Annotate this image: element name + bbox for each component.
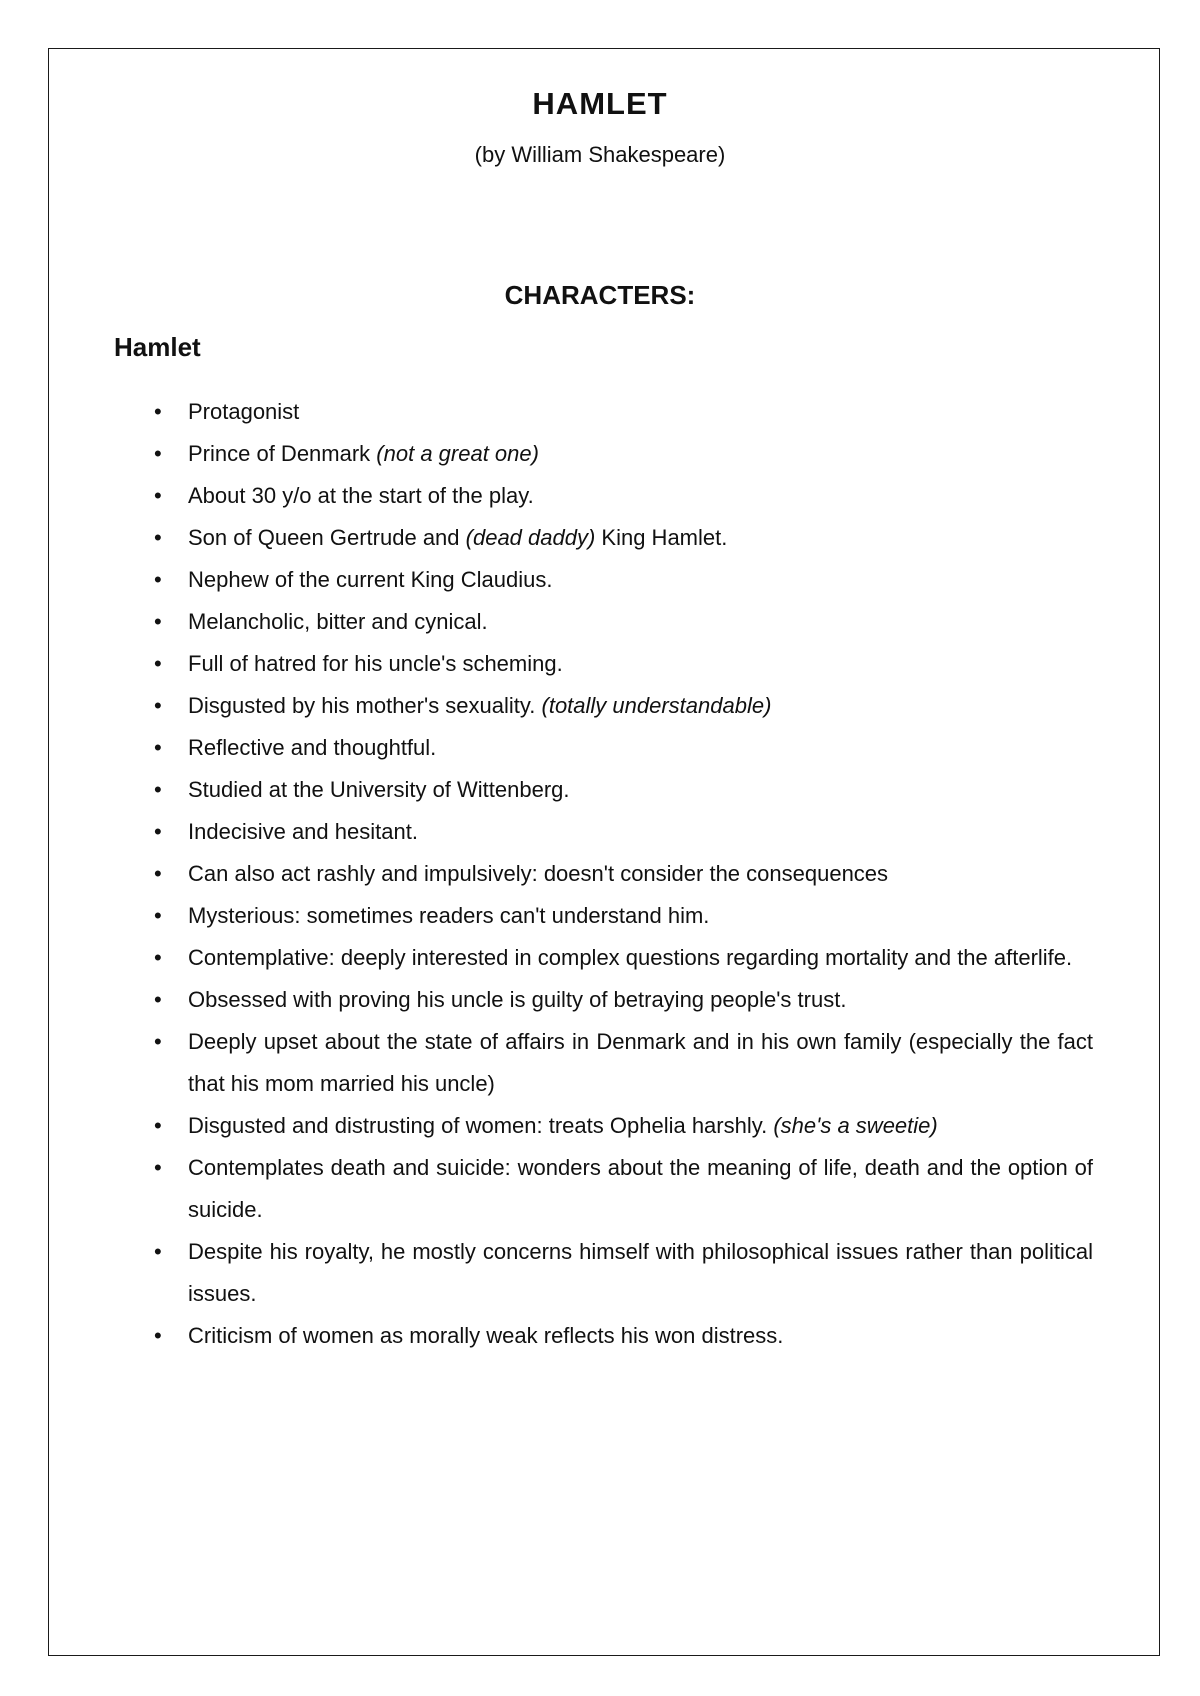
- trait-note: (totally understandable): [541, 693, 772, 718]
- trait-text: Prince of Denmark: [188, 441, 377, 466]
- trait-text: Disgusted and distrusting of women: treats Ophelia harshly.: [188, 1113, 774, 1138]
- trait-text: About 30 y/o at the start of the play.: [188, 483, 534, 508]
- bullet-icon: •: [154, 861, 162, 886]
- bullet-icon: •: [154, 567, 162, 592]
- list-item: [154, 937, 1093, 979]
- list-item: [154, 1147, 1093, 1231]
- trait-list: [154, 391, 1093, 1357]
- trait-text: King Hamlet.: [595, 525, 728, 550]
- list-item: [154, 685, 1093, 727]
- character-name: Hamlet: [114, 332, 201, 362]
- document-subtitle: (by William Shakespeare): [474, 142, 726, 167]
- list-item: [154, 1021, 1093, 1105]
- list-item: [154, 769, 1093, 811]
- trait-text: Disgusted by his mother's sexuality.: [188, 693, 542, 718]
- trait-text: Protagonist: [188, 399, 300, 424]
- document-title: HAMLET: [532, 86, 668, 121]
- trait-text: Indecisive and hesitant.: [188, 819, 418, 844]
- bullet-icon: •: [154, 1029, 162, 1054]
- trait-text: Contemplates death and suicide: wonders about the meaning of life, death and the option of suicide.: [188, 1155, 1093, 1222]
- trait-text: Son of Queen Gertrude and: [188, 525, 466, 550]
- trait-text: Nephew of the current King Claudius.: [188, 567, 553, 592]
- list-item: [154, 475, 1093, 517]
- bullet-icon: •: [154, 609, 162, 634]
- bullet-icon: •: [154, 441, 162, 466]
- bullet-icon: •: [154, 651, 162, 676]
- section-heading: CHARACTERS:: [504, 280, 696, 310]
- list-item: [154, 1231, 1093, 1315]
- list-item: [154, 853, 1093, 895]
- trait-text: Melancholic, bitter and cynical.: [188, 609, 488, 634]
- list-item: [154, 727, 1093, 769]
- trait-text: Mysterious: sometimes readers can't understand him.: [188, 903, 710, 928]
- list-item: [154, 433, 1093, 475]
- bullet-icon: •: [154, 483, 162, 508]
- trait-text: Studied at the University of Wittenberg.: [188, 777, 570, 802]
- list-item: [154, 979, 1093, 1021]
- bullet-icon: •: [154, 1113, 162, 1138]
- bullet-icon: •: [154, 777, 162, 802]
- bullet-icon: •: [154, 1155, 162, 1180]
- bullet-icon: •: [154, 987, 162, 1012]
- list-item: [154, 643, 1093, 685]
- trait-text: Full of hatred for his uncle's scheming.: [188, 651, 563, 676]
- list-item: [154, 895, 1093, 937]
- list-item: [154, 391, 1093, 433]
- trait-text: Deeply upset about the state of affairs in Denmark and in his own family (especially the fact that his mom married his uncle): [188, 1029, 1093, 1096]
- list-item: [154, 811, 1093, 853]
- trait-text: Contemplative: deeply interested in complex questions regarding mortality and the afterlife.: [188, 945, 1073, 970]
- bullet-icon: •: [154, 693, 162, 718]
- trait-text: Obsessed with proving his uncle is guilty of betraying people's trust.: [188, 987, 847, 1012]
- bullet-icon: •: [154, 945, 162, 970]
- bullet-icon: •: [154, 399, 162, 424]
- bullet-icon: •: [154, 735, 162, 760]
- bullet-icon: •: [154, 903, 162, 928]
- bullet-icon: •: [154, 1239, 162, 1264]
- list-item: [154, 601, 1093, 643]
- list-item: [154, 1315, 1093, 1357]
- bullet-icon: •: [154, 819, 162, 844]
- bullet-icon: •: [154, 525, 162, 550]
- trait-note: (she's a sweetie): [773, 1113, 938, 1138]
- trait-text: Despite his royalty, he mostly concerns himself with philosophical issues rather than political issues.: [188, 1239, 1093, 1306]
- list-item: [154, 559, 1093, 601]
- trait-note: (dead daddy): [465, 525, 596, 550]
- list-item: [154, 1105, 1093, 1147]
- list-item: [154, 517, 1093, 559]
- trait-text: Reflective and thoughtful.: [188, 735, 437, 760]
- trait-text: Can also act rashly and impulsively: doesn't consider the consequences: [188, 861, 889, 886]
- bullet-icon: •: [154, 1323, 162, 1348]
- trait-note: (not a great one): [376, 441, 539, 466]
- trait-text: Criticism of women as morally weak reflects his won distress.: [188, 1323, 784, 1348]
